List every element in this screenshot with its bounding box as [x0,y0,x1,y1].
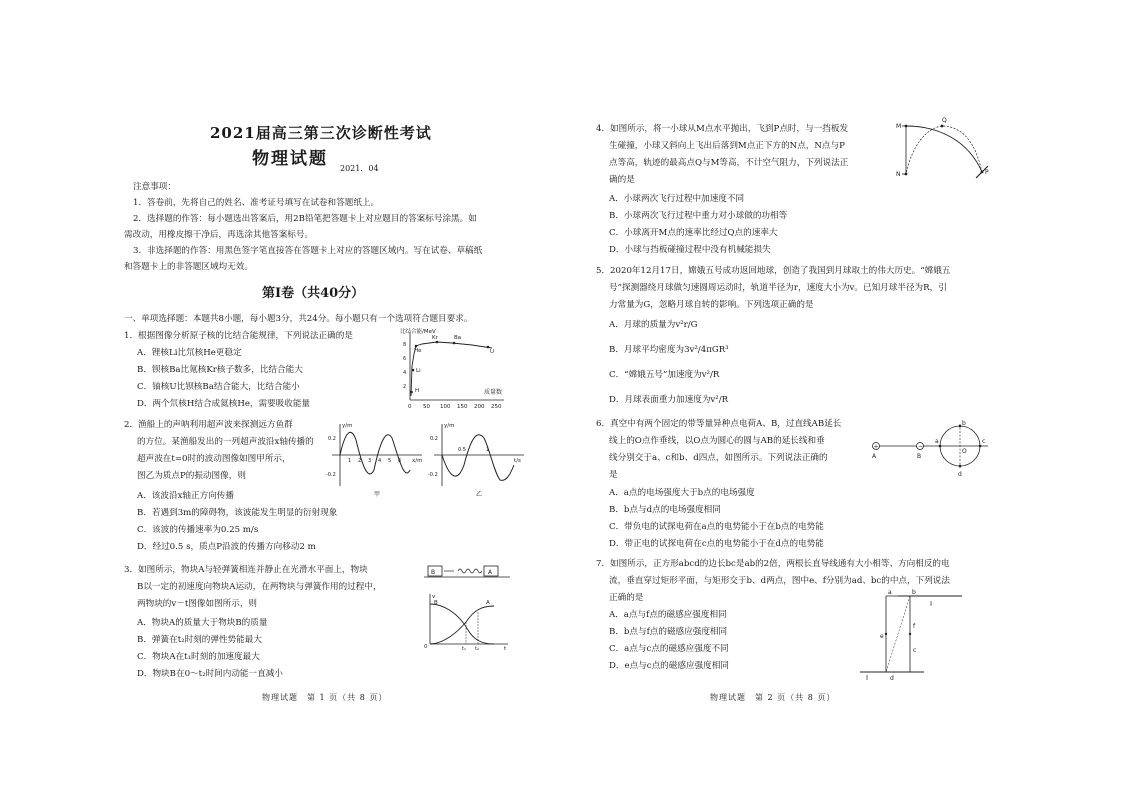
q2-fig-b-ytick: 0.2 [430,436,438,442]
q7-option-a: A．a点与f点的磁感应强度相同 [609,610,727,620]
q6-stem-2: 线上的O点作垂线，以O点为圆心的圆与AB的延长线和垂 [609,436,825,446]
note-3: 3．非选择题的作答：用黑色签字笔直接答在答题卡上对应的答题区域内。写在试卷、草稿纸 [133,246,483,256]
q5-option-d: D．月球表面重力加速度为v²/R [609,395,729,405]
q2-option-b: B．若遇到3m的障碍物，该波能发生明显的衍射现象 [137,508,338,518]
exam-title: 2021届高三第三次诊断性考试 [210,124,432,142]
q2-option-a: A．该波沿x轴正方向传播 [137,491,234,501]
q6-option-d: D．带正电的试探电荷在c点的电势能小于在d点的电势能 [609,539,824,549]
q3-axis-origin: 0 [424,644,428,650]
q2-fig-a-xtick: 6 [398,458,402,464]
q2-stem-3: 超声波在t=0时的波动图像如图甲所示， [137,454,291,464]
q1-chart-point-label: Ba [454,335,462,341]
q6-label-O: O [962,448,967,455]
q1-chart-point-label: Li [416,368,421,374]
q4-stem-1: 4．如图所示，将一小球从M点水平抛出，飞到P点时，与一挡板发 [596,124,849,134]
q4-trajectory-diagram [898,116,992,178]
q6-option-b: B．b点与d点的电场强度相同 [609,505,721,515]
note-2-cont: 需改动，用橡皮擦干净后，再选涂其他答案标号。 [124,230,314,240]
q4-option-d: D．小球与挡板碰撞过程中没有机械能损失 [609,245,771,255]
q4-option-a: A．小球两次飞行过程中加速度不同 [609,194,745,204]
q2-fig-b-yunit: y/m [444,423,455,429]
q7-stem-2: 流，垂直穿过矩形平面，与矩形交于b、d两点，图中e、f分别为ad、bc的中点，下列说法 [609,576,950,586]
q2-fig-a-xunit: x/m [412,458,423,464]
q2-fig-a-caption: 甲 [374,491,381,498]
q2-fig-b-caption: 乙 [476,491,483,498]
note-2: 2．选择题的作答：每小题选出答案后，用2B铅笔把答题卡上对应题目的答案标号涂黑。如 [133,214,477,224]
q1-chart-point-label: He [414,348,422,354]
page-footer-right: 物理试题 第 2 页（共 8 页） [710,693,836,702]
q4-point-q: Q [942,117,947,124]
q2-fig-b-xtick: 0.5 [458,447,466,453]
q2-wave-graph [326,420,426,500]
q3-t2-label: t₂ [475,646,479,652]
q3-stem-3: 两物块的v－t图像如图所示，则 [137,599,258,609]
q2-stem-4: 图乙为质点P的振动图像，则 [137,471,246,481]
q6-stem-3: 线分别交于a、c和b、d四点，如图所示。下列说法正确的 [609,453,828,463]
q6-charge-a-sign: + [873,443,879,451]
q5-stem-3: 力常量为G，忽略月球自转的影响。下列选项正确的是 [609,300,814,310]
q7-current-bottom: I [866,674,869,682]
q2-stem-1: 2．渔船上的声呐利用超声波来探测远方鱼群 [124,420,293,430]
q6-charges-diagram [868,420,992,480]
q3-stem-2: B以一定的初速度向物块A运动，在两物块与弹簧作用的过程中， [137,582,382,592]
q1-chart-ytick: 2 [403,384,407,390]
q2-fig-b-ytick: -0.2 [428,472,438,478]
q4-point-n: N [896,171,901,178]
q6-label-c: c [982,438,986,445]
q2-fig-b-xunit: t/s [514,458,521,464]
q6-label-d: d [958,471,962,478]
q3-t1-label: t₁ [462,646,466,652]
q1-chart-xtick: 100 [440,404,451,410]
page-right [562,0,1123,794]
q6-label-B: B [917,453,922,460]
q2-stem-2: 的方位。某渔船发出的一列超声波沿x轴传播的 [137,437,314,447]
q4-point-p: P [985,169,989,176]
q1-chart-point-label: H [415,388,420,394]
q7-current-top: I [930,600,933,608]
q2-fig-a-xtick: 3 [368,458,372,464]
q6-label-a: a [935,438,939,445]
q3-blocks-spring-diagram [422,563,512,583]
q3-vt-graph [422,592,512,652]
q4-option-c: C．小球离开M点的速率比经过Q点的速率大 [609,228,778,238]
q3-option-d: D．物块B在0～t₂时间内动能一直减小 [137,669,283,679]
q1-chart-xtick: 250 [491,404,502,410]
q7-option-d: D．e点与c点的磁感应强度相同 [609,661,729,671]
q2-fig-a-xtick: 5 [388,458,392,464]
part1-instruction: 一、单项选择题：本题共8小题，每小题3分，共24分。每小题只有一个选项符合题目要求。 [124,314,473,324]
q1-chart-xlabel: 质量数 [484,389,503,396]
q4-stem-3: 点等高，轨迹的最高点Q与M等高，不计空气阻力，下列说法正 [609,158,849,168]
subject-title: 物理试题 [252,149,328,169]
q1-chart-point-label: U [490,349,495,355]
q7-label-f: f [913,623,916,630]
q5-option-c: C．“嫦娥五号”加速度为v²/R [609,370,720,380]
q2-fig-a-xtick: 1 [348,458,352,464]
q3-option-c: C．物块A在t₁时刻的加速度最大 [137,652,260,662]
q7-label-a: a [888,589,892,596]
q2-option-d: D．经过0.5 s，质点P沿波的传播方向移动2 m [137,542,316,552]
q1-chart-ytick: 8 [403,342,407,348]
q2-fig-b-xtick: 1 [486,447,490,453]
q1-chart-xtick: 200 [474,404,485,410]
q7-label-c: c [913,647,917,654]
q3-axis-v: v [432,594,436,600]
q4-option-b: B．小球两次飞行过程中重力对小球做的功相等 [609,211,788,221]
q2-fig-a-yunit: y/m [342,423,353,429]
q1-option-d: D．两个氘核H结合成氦核He，需要吸收能量 [137,399,311,409]
q1-option-a: A．锂核Li比氘核He更稳定 [137,348,242,358]
q7-label-e: e [880,633,884,640]
q1-chart-point-label: Kr [432,335,438,341]
q1-chart-xtick: 50 [423,404,430,410]
q7-label-d: d [890,675,894,682]
q5-stem-1: 5．2020年12月17日，嫦娥五号成功返回地球，创造了我国到月球取土的伟大历史。“嫦娥五 [596,266,951,276]
q7-option-c: C．a点与c点的磁感应强度不同 [609,644,729,654]
q3-axis-t: t [504,646,507,652]
q3-stem-1: 3．如图所示，物块A与轻弹簧相连并静止在光滑水平面上，物块 [124,565,368,575]
q5-option-a: A．月球的质量为v²r/G [609,320,698,330]
q1-option-b: B．钡核Ba比氪核Kr核子数多，比结合能大 [137,365,303,375]
q2-fig-a-xtick: 2 [358,458,362,464]
q3-option-b: B．弹簧在t₂时刻的弹性势能最大 [137,635,262,645]
q1-chart-xtick: 150 [457,404,468,410]
q1-chart-ytick: 6 [403,356,407,362]
section-heading: 第Ⅰ卷（共40分） [262,286,365,301]
q2-fig-a-xtick: 4 [378,458,382,464]
q4-point-m: M [896,123,902,130]
page-footer-left: 物理试题 第 1 页（共 8 页） [262,693,388,702]
q7-stem-1: 7．如图所示，正方形abcd的边长bc是ab的2倍，两根长直导线通有大小相等、方向相反的电 [596,559,950,569]
q7-label-b: b [912,589,916,596]
q3-block-b-label: B [431,569,436,576]
q7-option-b: B．b点与f点的磁感应强度相同 [609,627,728,637]
q6-label-A: A [872,453,877,460]
q3-curve-a-label: A [486,600,490,606]
q2-fig-a-ytick: 0.2 [328,436,336,442]
q2-fig-a-ytick: -0.2 [326,472,336,478]
q6-stem-1: 6．真空中有两个固定的带等量异种点电荷A、B，过直线AB延长 [596,419,842,429]
q3-curve-b-label: B [434,600,438,606]
q3-option-a: A．物块A的质量大于物块B的质量 [137,618,268,628]
q1-stem: 1．根据图像分析原子核的比结合能规律，下列说法正确的是 [124,331,353,341]
note-1: 1．答卷前，先将自己的姓名、准考证号填写在试卷和答题纸上。 [133,198,380,208]
note-3-cont: 和答题卡上的非答题区域均无效。 [124,262,253,272]
q6-stem-4: 是 [609,470,618,480]
q7-stem-3: 正确的是 [609,593,644,603]
q1-option-c: C．铀核U比钡核Ba结合能大，比结合能小 [137,382,300,392]
q2-option-c: C．该波的传播速率为0.25 m/s [137,525,259,535]
exam-date: 2021．04 [340,164,379,173]
q1-chart-ytick: 4 [403,370,407,376]
q1-binding-energy-chart [392,326,512,410]
q6-label-b: b [962,420,966,427]
q5-stem-2: 号”探测器绕月球做匀速圆周运动时，轨道半径为r，速度大小为v。已知月球半径为R，引 [609,283,947,293]
q7-wires-diagram [858,586,968,682]
q6-option-a: A．a点的电场强度大于b点的电场强度 [609,488,755,498]
q6-option-c: C．带负电的试探电荷在a点的电势能小于在b点的电势能 [609,522,824,532]
page-left [0,0,561,794]
q5-option-b: B．月球平均密度为3v²/4πGR³ [609,345,729,355]
q4-stem-4: 确的是 [609,175,635,185]
q3-block-a-label: A [488,569,493,576]
q1-chart-ylabel: 比结合能/MeV [400,329,436,335]
q4-stem-2: 生碰撞，小球又斜向上飞出后落到M点正下方的N点，N点与P [609,141,845,151]
q2-vibration-graph [428,420,528,500]
q6-charge-b-sign: − [918,443,924,451]
q1-chart-xtick: 0 [408,404,412,410]
notes-heading: 注意事项： [133,182,176,192]
